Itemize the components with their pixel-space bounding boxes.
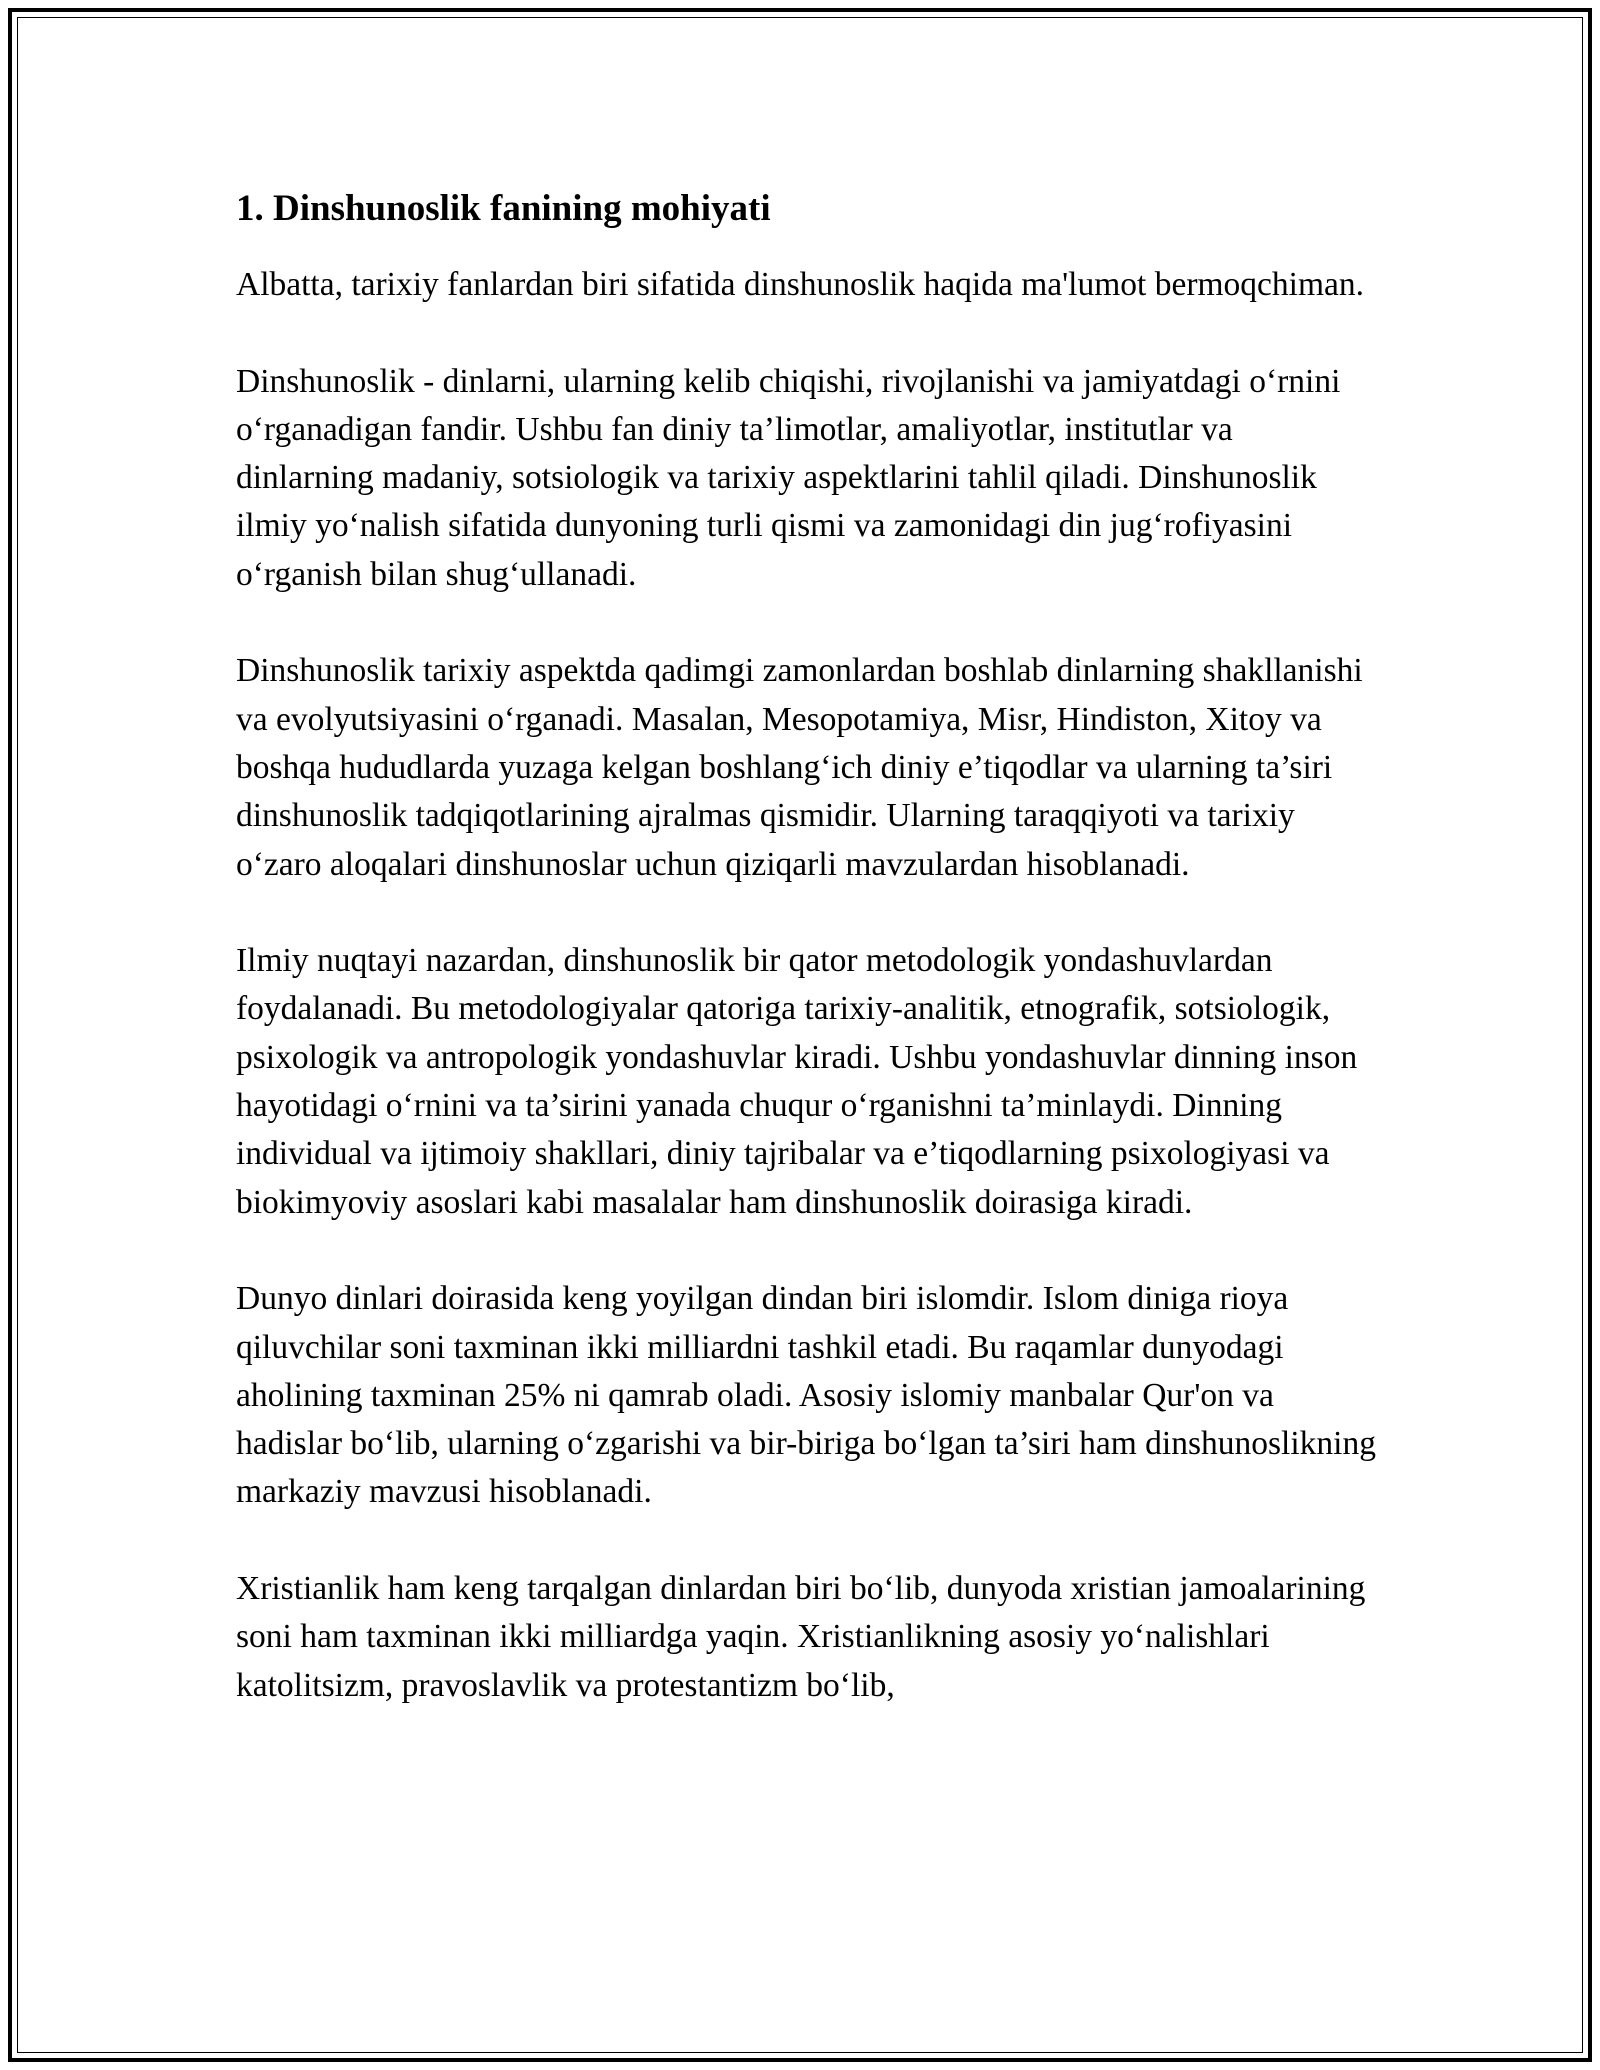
paragraph-islam: Dunyo dinlari doirasida keng yoyilgan dindan biri islomdir. Islom diniga rioya qiluvchilar soni taxminan ikki milliardni tashkil etadi. Bu raqamlar dunyodagi aholining taxminan 25% ni qamrab oladi. Asosiy islomiy manbalar Qur'on va hadislar bo‘lib, ularning o‘zgarishi va bir-biriga bo‘lgan ta’siri ham dinshunoslikning markaziy mavzusi hisoblanadi. (236, 1280, 1376, 1511)
paragraph-christianity: Xristianlik ham keng tarqalgan dinlardan biri bo‘lib, dunyoda xristian jamoalarining soni ham taxminan ikki milliardga yaqin. Xristianlikning asosiy yo‘nalishlari katolitsizm, pravoslavlik va protestantizm bo‘lib, (236, 1570, 1366, 1704)
paragraph-intro: Albatta, tarixiy fanlardan biri sifatida dinshunoslik haqida ma'lumot bermoqchiman. (236, 266, 1365, 303)
section-heading: 1. Dinshunoslik fanining mohiyati (236, 188, 771, 229)
paragraph-history: Dinshunoslik tarixiy aspektda qadimgi zamonlardan boshlab dinlarning shakllanishi va evolyutsiyasini o‘rganadi. Masalan, Mesopotamiya, Misr, Hindiston, Xitoy va boshqa hududlarda yuzaga kelgan boshlang‘ich diniy e’tiqodlar va ularning ta’siri dinshunoslik tadqiqotlarining ajralmas qismidir. Ularning taraqqiyoti va tarixiy o‘zaro aloqalari dinshunoslar uchun qiziqarli mavzulardan hisoblanadi. (236, 652, 1363, 883)
paragraph-definition: Dinshunoslik - dinlarni, ularning kelib chiqishi, rivojlanishi va jamiyatdagi o‘rnini o‘rganadigan fandir. Ushbu fan diniy ta’limotlar, amaliyotlar, institutlar va dinlarning madaniy, sotsiologik va tarixiy aspektlarini tahlil qiladi. Dinshunoslik ilmiy yo‘nalish sifatida dunyoning turli qismi va zamonidagi din jug‘rofiyasini o‘rganish bilan shug‘ullanadi. (236, 362, 1341, 593)
paragraph-methodology: Ilmiy nuqtayi nazardan, dinshunoslik bir qator metodologik yondashuvlardan foydalanadi. Bu metodologiyalar qatoriga tarixiy-analitik, etnografik, sotsiologik, psixologik va antropologik yondashuvlar kiradi. Ushbu yondashuvlar dinning inson hayotidagi o‘rnini va ta’sirini yanada chuqur o‘rganishni ta’minlaydi. Dinning individual va ijtimoiy shakllari, diniy tajribalar va e’tiqodlarning psixologiyasi va biokimyoviy asoslari kabi masalalar ham dinshunoslik doirasiga kiradi. (236, 942, 1358, 1221)
document-body (236, 185, 1376, 1710)
